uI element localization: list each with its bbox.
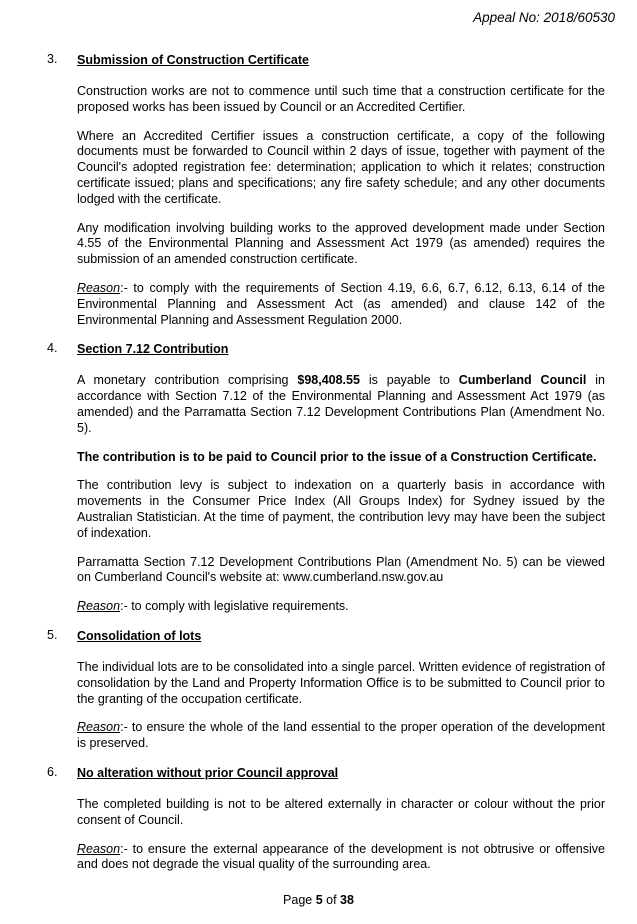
section-heading: No alteration without prior Council approval (77, 765, 339, 780)
page-footer (0, 893, 637, 907)
reason-paragraph (77, 599, 605, 615)
condition-section-6 (47, 765, 605, 873)
reason-label: Reason (77, 841, 121, 856)
condition-section-4 (47, 341, 605, 615)
paragraph: The individual lots are to be consolidated into a single parcel. Written evidence of registration of consolidation by the Land and Property Information Office is to be submitted to Council prior to the granting of the occupation certificate. (77, 659, 605, 706)
paragraph: Construction works are not to commence until such time that a construction certificate for the proposed works has been issued by Council or an Accredited Certifier. (77, 84, 605, 114)
reason-paragraph (77, 281, 605, 328)
contribution-amount: $98,408.55 (297, 373, 360, 388)
text-run: in accordance with Section 7.12 of the Environmental Planning and Assessment Act 1979 (as amended) and the Parramatta Section 7.12 Development Contributions Plan (Amendment No. 5). (77, 373, 606, 435)
reason-text: :- to comply with the requirements of Section 4.19, 6.6, 6.7, 6.12, 6.13, 6.14 of the Environmental Planning and Assessment Act (as amended) and clause 142 of the Environmental Planning and Assessment Regulation 2000. (77, 280, 605, 327)
reason-text: :- to comply with legislative requirements. (120, 599, 349, 614)
section-number: 4. (47, 341, 58, 356)
condition-section-3 (47, 52, 605, 328)
section-number: 5. (47, 627, 58, 642)
reason-label: Reason (77, 599, 121, 614)
reason-text: :- to ensure the external appearance of the development is not obtrusive or offensive and does not degrade the visual quality of the surrounding area. (77, 841, 605, 872)
page-of: of (322, 893, 341, 907)
paragraph (77, 373, 605, 436)
section-heading: Submission of Construction Certificate (77, 53, 309, 67)
paragraph: The contribution is to be paid to Council prior to the issue of a Construction Certificate. (77, 449, 597, 464)
paragraph: The contribution levy is subject to indexation on a quarterly basis in accordance with movements in the Consumer Price Index (All Groups Index) for Sydney issued by the Australian Statistician. At the time of payment, the contribution levy may have been the subject of indexation. (77, 478, 605, 540)
section-heading: Consolidation of lots (77, 628, 202, 643)
section-number: 3. (47, 52, 58, 66)
section-number: 6. (47, 764, 58, 779)
council-name: Cumberland Council (458, 373, 587, 388)
reason-label: Reason (77, 720, 121, 735)
text-run: A monetary contribution comprising (77, 373, 298, 388)
paragraph: The completed building is not to be altered externally in character or colour without the prior consent of Council. (77, 796, 605, 827)
reason-paragraph (77, 842, 605, 874)
document-body (47, 52, 605, 886)
text-run: is payable to (359, 373, 459, 388)
section-heading: Section 7.12 Contribution (77, 342, 229, 357)
paragraph: Where an Accredited Certifier issues a construction certificate, a copy of the following documents must be forwarded to Council within 2 days of issue, together with payment of the Council's adopted registration fee: determination; application to which it relates; construction certificate issued; plans and specifications; any fire safety schedule; and any other documents lodged with the certificate. (77, 128, 605, 206)
appeal-number: Appeal No: 2018/60530 (473, 10, 615, 25)
page-total: 38 (340, 893, 354, 907)
page-current: 5 (315, 893, 323, 907)
condition-section-5 (47, 628, 605, 752)
reason-label: Reason (77, 280, 121, 295)
reason-paragraph (77, 720, 605, 752)
paragraph: Any modification involving building works to the approved development made under Section 4.55 of the Environmental Planning and Assessment Act 1979 (as amended) requires the submission of an amended construction certificate. (77, 220, 605, 267)
reason-text: :- to ensure the whole of the land essential to the proper operation of the development is preserved. (77, 720, 605, 751)
page-label: Page (283, 893, 316, 907)
paragraph: Parramatta Section 7.12 Development Contributions Plan (Amendment No. 5) can be viewed on Cumberland Council's website at: www.cumberland.nsw.gov.au (77, 554, 605, 585)
